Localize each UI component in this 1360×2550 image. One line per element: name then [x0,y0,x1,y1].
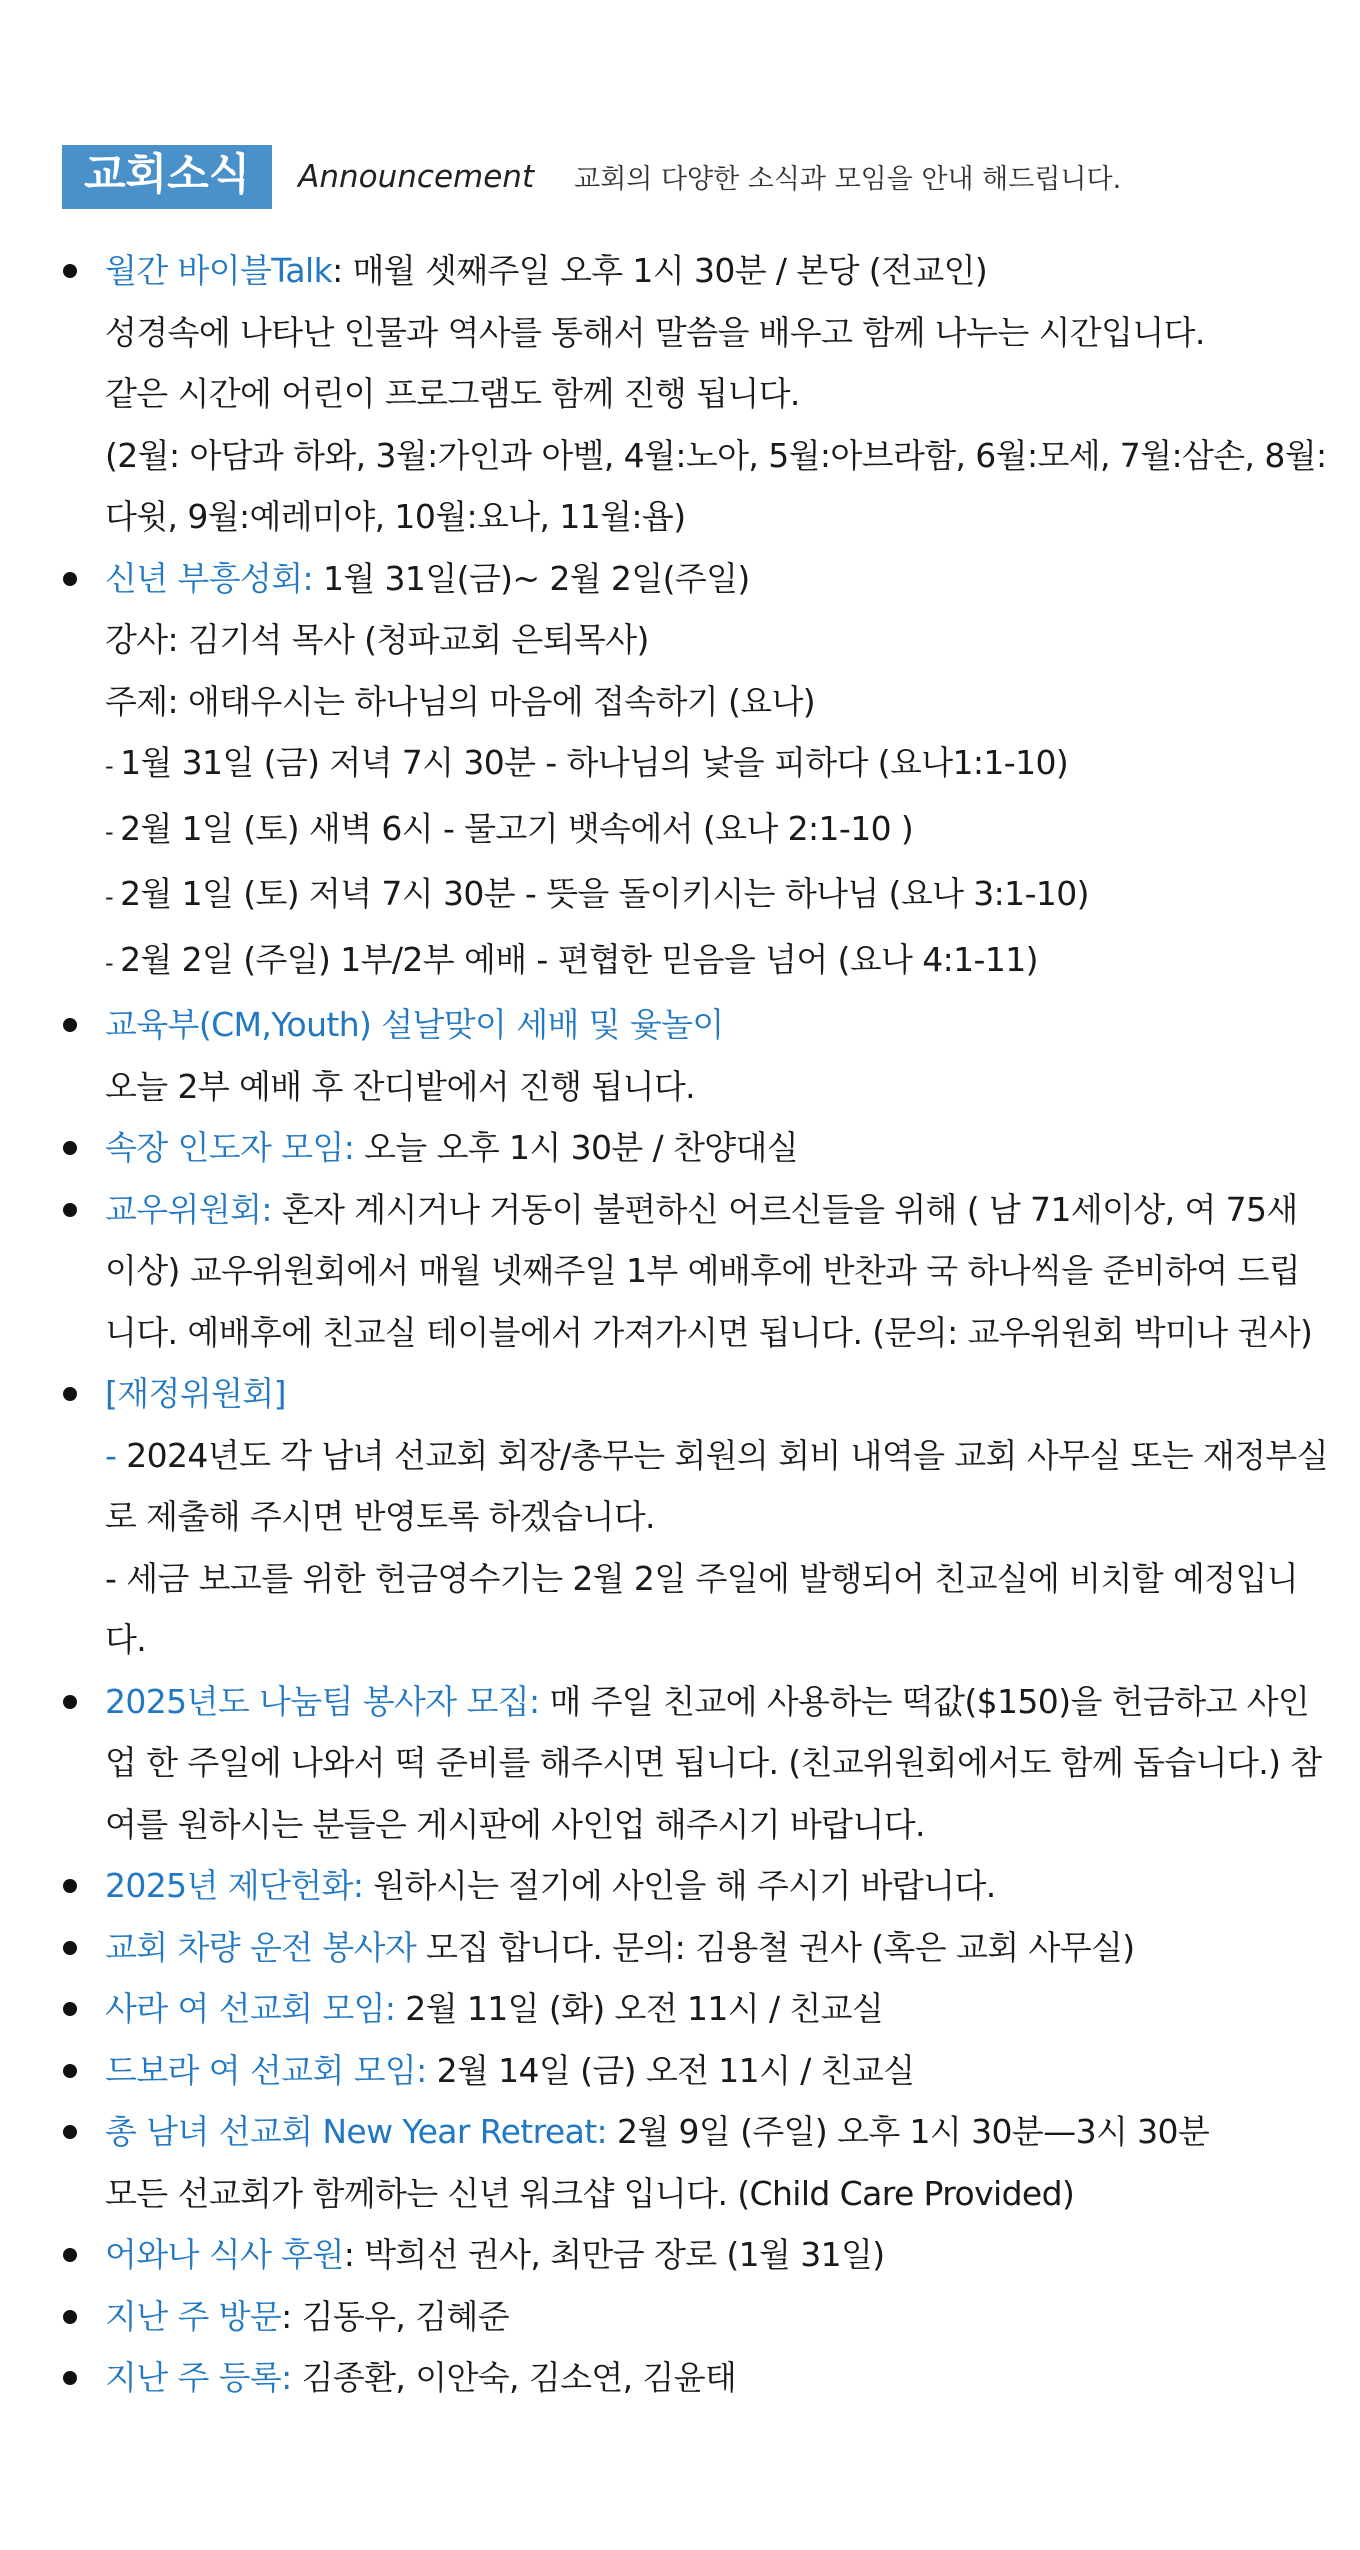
announcement-item [105,240,1330,548]
bullet-icon [63,2002,77,2016]
item-text: 박희선 권사, 최만금 장로 (1월 31일) [354,2235,885,2274]
finance-note-text: 2024년도 각 남녀 선교회 회장/총무는 회원의 회비 내역을 교회 사무실 또는 재정부실로 제출해 주시면 반영토록 하겠습니다. [105,1435,1328,1536]
bullet-icon [63,1941,77,1955]
item-first-line [105,1117,1330,1179]
section-subtitle-english: Announcement [298,158,535,195]
finance-note-line [105,1425,1330,1548]
item-title: 교육부(CM,Youth) 설날맞이 세배 및 윷놀이 [105,1005,724,1044]
item-first-line [105,1179,1330,1364]
announcement-item [105,2101,1330,2224]
item-text: 모집 합니다. 문의: 김용철 권사 (혹은 교회 사무실) [416,1927,1135,1967]
announcement-item [105,1855,1330,1917]
finance-note-text: - 세금 보고를 위한 헌금영수기는 2월 2일 주일에 발행되어 친교실에 비치할 예정입니다. [105,1558,1299,1659]
item-title: 교우위원회: [105,1189,272,1229]
announcement-item [105,1179,1330,1364]
item-title: 드보라 여 선교회 모임: [105,2050,427,2090]
item-detail-line: 같은 시간에 어린이 프로그램도 함께 진행 됩니다. [105,374,800,413]
schedule-line-text: 2월 1일 (토) 저녁 7시 30분 - 뜻을 돌이키시는 하나님 (요나 3:1-10) [120,874,1089,913]
item-text: 혼자 계시거나 거동이 불편하신 어르신들을 위해 ( 남 71세이상, 여 75새 이상) 교우위원회에서 매월 넷째주일 1부 예배후에 반찬과 국 하나씩을 준비하여 드립니다. 예배후에 친교실 테이블에서 가져가시면 됩니다. (문의: 교우위원회 박미나 권사) [105,1189,1313,1352]
item-title: 총 남녀 선교회 New Year Retreat: [105,2112,608,2151]
item-first-line [105,2347,1330,2409]
item-title: 월간 바이블Talk [105,251,333,290]
item-title: 어와나 식사 후원 [105,2235,344,2274]
item-title: [재정위원회] [105,1374,286,1413]
item-first-line [105,2224,1330,2286]
announcement-item [105,1363,1330,1671]
section-title-badge: 교회소식 [62,145,272,209]
announcement-item [105,1671,1330,1856]
bullet-icon [63,2064,77,2078]
announcement-item [105,548,1330,995]
schedule-line: - 2월 2일 (주일) 1부/2부 예배 - 편협한 믿음을 넘어 (요나 4:1-11) [105,939,1038,979]
announcement-header [62,145,1121,209]
item-detail-line: 강사: 김기석 목사 (청파교회 은퇴목사) [105,620,649,659]
item-text: 2월 11일 (화) 오전 11시 / 친교실 [395,1989,884,2028]
bullet-icon [63,1387,77,1401]
announcement-item [105,1978,1330,2040]
bullet-icon [63,2371,77,2385]
finance-note-line [105,1548,1330,1671]
item-title: 2025년도 나눔팀 봉사자 모집: [105,1681,540,1721]
item-text: 매 주일 친교에 사용하는 떡값($150)을 헌금하고 사인업 한 주일에 나와서 떡 준비를 해주시면 됩니다. (친교위원회에서도 함께 돕습니다.) 참여를 원하시는 분들은 게시판에 사인업 해주시기 바랍니다. [105,1681,1322,1844]
item-first-line [105,1671,1330,1856]
bullet-icon [63,1141,77,1155]
bullet-icon [63,2125,77,2139]
item-text: 1월 31일(금)~ 2월 2일(주일) [313,558,750,598]
schedule-line-text: 1월 31일 (금) 저녁 7시 30분 - 하나님의 낯을 피하다 (요나1:1-10) [120,743,1069,782]
announcement-item [105,1917,1330,1979]
item-text: 매월 셋째주일 오후 1시 30분 / 본당 (전교인) [342,251,988,290]
item-text: 오늘 오후 1시 30분 / 찬양대실 [354,1128,799,1167]
item-first-line [105,1855,1330,1917]
item-title-separator: : [343,2235,355,2274]
item-title: 2025년 제단헌화: [105,1866,364,1905]
item-text: 김종환, 이안숙, 김소연, 김윤태 [291,2358,737,2397]
item-text: 김동우, 김혜준 [291,2296,510,2336]
announcement-item [105,2286,1330,2348]
bullet-icon [63,264,77,278]
finance-note-prefix: - [105,1435,127,1475]
item-first-line [105,2040,1330,2102]
item-first-line [105,1917,1330,1979]
schedule-line: - 2월 1일 (토) 저녁 7시 30분 - 뜻을 돌이키시는 하나님 (요나 3:1-10) [105,874,1089,913]
bullet-icon [63,2248,77,2262]
item-first-line [105,240,1330,302]
item-text: 원하시는 절기에 사인을 해 주시기 바랍니다. [363,1866,996,1905]
item-text: 2월 9일 (주일) 오후 1시 30분—3시 30분 [607,2112,1210,2151]
item-first-line [105,548,1330,610]
bullet-icon [63,572,77,586]
item-title: 교회 차량 운전 봉사자 [105,1927,417,1967]
announcement-item [105,1117,1330,1179]
announcement-item [105,994,1330,1117]
schedule-line-text: 2월 2일 (주일) 1부/2부 예배 - 편협한 믿음을 넘어 (요나 4:1-11) [120,939,1038,979]
announcement-item [105,2224,1330,2286]
item-detail-line: 주제: 애태우시는 하나님의 마음에 접속하기 (요나) [105,681,816,721]
announcement-item [105,2040,1330,2102]
announcement-item [105,2347,1330,2409]
item-title: 지난 주 등록: [105,2358,292,2397]
bullet-icon [63,1018,77,1032]
bullet-icon [63,2310,77,2324]
bullet-icon [63,1203,77,1217]
section-subtitle-korean: 교회의 다양한 소식과 모임을 안내 해드립니다. [574,164,1122,196]
item-first-line [105,2101,1330,2163]
item-first-line [105,1363,1330,1425]
bullet-icon [63,1695,77,1709]
item-first-line [105,2286,1330,2348]
item-detail-line: 오늘 2부 예배 후 잔디밭에서 진행 됩니다. [105,1066,696,1106]
bullet-icon [63,1879,77,1893]
item-title-separator: : [281,2296,292,2336]
item-title: 지난 주 방문 [105,2296,282,2336]
item-title: 속장 인도자 모임: [105,1128,355,1167]
item-first-line [105,994,1330,1056]
item-text: 2월 14일 (금) 오전 11시 / 친교실 [426,2050,915,2090]
schedule-line: - 2월 1일 (토) 새벽 6시 - 물고기 뱃속에서 (요나 2:1-10 ) [105,808,914,848]
item-detail-line: 모든 선교회가 함께하는 신년 워크샵 입니다. (Child Care Provided) [105,2173,1075,2213]
item-title: 사라 여 선교회 모임: [105,1989,396,2028]
item-detail-line: (2월: 아담과 하와, 3월:가인과 아벨, 4월:노아, 5월:아브라함, 6월:모세, 7월:삼손, 8월:다윗, 9월:예레미야, 10월:요나, 11월:욥) [105,435,1327,536]
schedule-line-text: 2월 1일 (토) 새벽 6시 - 물고기 뱃속에서 (요나 2:1-10 ) [120,808,914,848]
item-detail-line: 성경속에 나타난 인물과 역사를 통해서 말씀을 배우고 함께 나누는 시간입니다. [105,312,1205,352]
announcement-list [0,240,1330,2409]
item-first-line [105,1978,1330,2040]
item-title: 신년 부흥성회: [105,558,314,598]
schedule-line: - 1월 31일 (금) 저녁 7시 30분 - 하나님의 낯을 피하다 (요나1:1-10) [105,743,1069,782]
item-title-separator: : [332,251,343,290]
